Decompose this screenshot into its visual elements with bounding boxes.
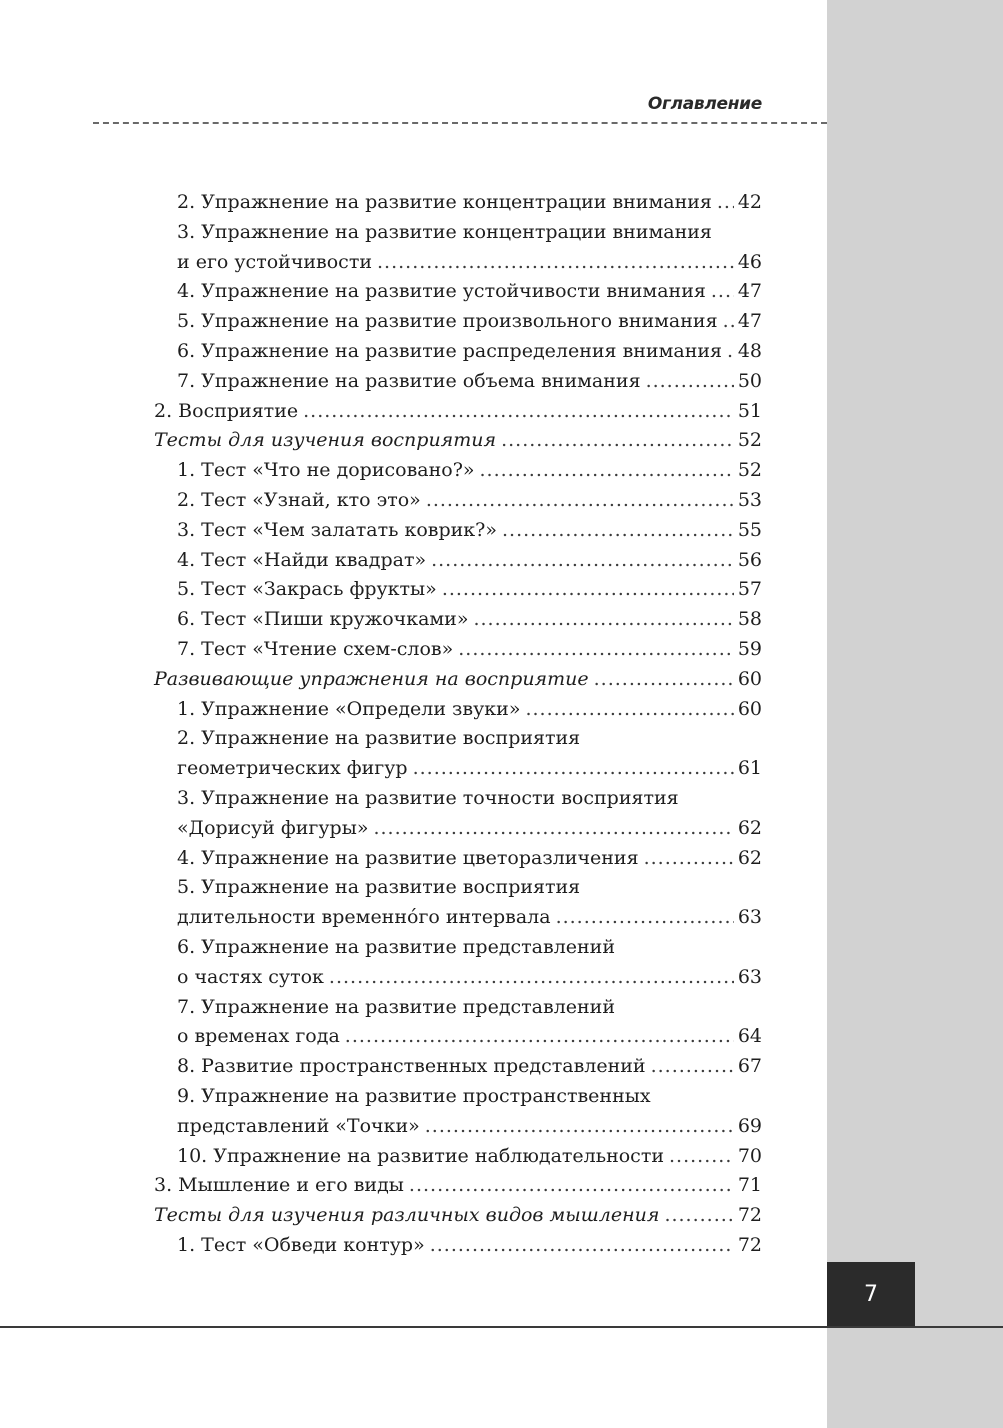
running-header-title: Оглавление — [647, 94, 762, 114]
toc-entry[interactable] — [154, 277, 762, 307]
toc-entry-row — [154, 665, 762, 695]
toc-entry-title: 5. Тест «Закрась фрукты» — [177, 578, 437, 601]
toc-dot-leader — [644, 844, 734, 874]
toc-entry[interactable] — [154, 635, 762, 665]
toc-entry[interactable] — [154, 307, 762, 337]
toc-entry-row — [177, 188, 762, 218]
toc-dot-leader — [664, 1201, 733, 1231]
toc-page-number: 47 — [737, 310, 762, 333]
toc-entry-row — [177, 516, 762, 546]
toc-dot-leader — [431, 546, 734, 576]
toc-page-number: 62 — [737, 816, 762, 839]
toc-page-number: 52 — [737, 459, 762, 482]
toc-entry-row — [177, 367, 762, 397]
toc-entry-line: 3. Упражнение на развитие концентрации внимания — [177, 220, 712, 243]
toc-entry-title: 2. Восприятие — [154, 399, 299, 422]
toc-entry-title: «Дорисуй фигуры» — [177, 816, 369, 839]
toc-dot-leader — [442, 575, 734, 605]
page-number: 7 — [864, 1281, 878, 1307]
side-band — [827, 0, 1003, 1428]
toc-page-number: 46 — [737, 250, 762, 273]
header-dashed-rule — [93, 122, 827, 124]
toc-entry-row — [177, 814, 762, 844]
toc-page-number: 64 — [737, 1025, 762, 1048]
toc-entry-row — [177, 903, 762, 933]
toc-entry-title: 8. Развитие пространственных представлений — [177, 1055, 646, 1078]
toc-dot-leader — [717, 188, 734, 218]
toc-entry[interactable] — [154, 933, 762, 993]
toc-entry-row — [177, 754, 762, 784]
toc-entry-title: 2. Тест «Узнай, кто это» — [177, 488, 421, 511]
toc-entry-row — [177, 605, 762, 635]
toc-entry-row — [177, 963, 762, 993]
toc-entry[interactable] — [154, 873, 762, 933]
toc-dot-leader — [409, 1171, 734, 1201]
toc-dot-leader — [373, 814, 733, 844]
toc-entry[interactable] — [154, 724, 762, 784]
toc-dot-leader — [727, 337, 734, 367]
toc-entry[interactable] — [154, 695, 762, 725]
toc-entry-title: 1. Упражнение «Определи звуки» — [177, 697, 521, 720]
toc-entry-row — [177, 277, 762, 307]
toc-entry-title: Развивающие упражнения на восприятие — [154, 667, 589, 690]
toc-entry-title: 1. Тест «Что не дорисовано?» — [177, 459, 475, 482]
toc-entry-title: 3. Тест «Чем залатать коврик?» — [177, 518, 497, 541]
page-number-box — [827, 1262, 915, 1326]
toc-page-number: 56 — [737, 548, 762, 571]
toc-entry-title: 7. Тест «Чтение схем-слов» — [177, 637, 454, 660]
toc-dot-leader — [430, 1231, 734, 1261]
toc-page-number: 52 — [737, 429, 762, 452]
toc-page-number: 51 — [737, 399, 762, 422]
toc-entry-row — [177, 248, 762, 278]
toc-entry-title: Тесты для изучения различных видов мышления — [154, 1204, 660, 1227]
toc-entry-row — [177, 635, 762, 665]
toc-entry[interactable] — [154, 784, 762, 844]
toc-entry[interactable] — [154, 516, 762, 546]
toc-dot-leader — [556, 903, 734, 933]
toc-entry-row — [177, 1022, 762, 1052]
toc-dot-leader — [646, 367, 734, 397]
toc-entry[interactable] — [154, 1171, 762, 1201]
toc-dot-leader — [377, 248, 734, 278]
toc-page-number: 62 — [737, 846, 762, 869]
toc-page-number: 57 — [737, 578, 762, 601]
toc-entry-row — [177, 1231, 762, 1261]
toc-page-number: 50 — [737, 369, 762, 392]
toc-dot-leader — [594, 665, 734, 695]
toc-entry-row — [177, 575, 762, 605]
toc-dot-leader — [345, 1022, 734, 1052]
toc-entry-title: 1. Тест «Обведи контур» — [177, 1233, 425, 1256]
toc-entry-row — [177, 307, 762, 337]
toc-page-number: 63 — [737, 965, 762, 988]
toc-page-number: 47 — [737, 280, 762, 303]
toc-entry-row — [177, 456, 762, 486]
toc-entry-line: 2. Упражнение на развитие восприятия — [177, 727, 581, 750]
toc-entry-row — [177, 486, 762, 516]
toc-entry-row — [177, 1142, 762, 1172]
toc-dot-leader — [458, 635, 734, 665]
toc-page-number: 70 — [737, 1144, 762, 1167]
toc-dot-leader — [723, 307, 734, 337]
toc-entry-title: геометрических фигур — [177, 757, 408, 780]
toc-page-number: 61 — [737, 757, 762, 780]
toc-entry[interactable] — [154, 188, 762, 218]
toc-entry[interactable] — [154, 426, 762, 456]
toc-entry-row — [177, 844, 762, 874]
toc-entry-row — [177, 1112, 762, 1142]
toc-entry-line: 7. Упражнение на развитие представлений — [177, 995, 616, 1018]
toc-entry-title: 4. Тест «Найди квадрат» — [177, 548, 427, 571]
toc-dot-leader — [711, 277, 734, 307]
toc-entry-title: 4. Упражнение на развитие устойчивости внимания — [177, 280, 706, 303]
toc-entry-title: 5. Упражнение на развитие произвольного внимания — [177, 310, 718, 333]
toc-entry[interactable] — [154, 844, 762, 874]
toc-entry-row — [177, 337, 762, 367]
toc-entry-title: 6. Упражнение на развитие распределения внимания — [177, 339, 723, 362]
toc-entry[interactable] — [154, 1201, 762, 1231]
toc-entry-title: о частях суток — [177, 965, 324, 988]
toc-page-number: 67 — [737, 1055, 762, 1078]
toc-entry-row — [154, 426, 762, 456]
toc-dot-leader — [651, 1052, 734, 1082]
toc-entry-title: 4. Упражнение на развитие цветоразличения — [177, 846, 639, 869]
toc-dot-leader — [502, 516, 734, 546]
table-of-contents — [154, 188, 762, 1261]
toc-entry-title: 10. Упражнение на развитие наблюдательности — [177, 1144, 664, 1167]
toc-entry-title: 7. Упражнение на развитие объема внимания — [177, 369, 641, 392]
toc-entry[interactable] — [154, 546, 762, 576]
toc-page-number: 63 — [737, 906, 762, 929]
toc-entry-title: Тесты для изучения восприятия — [154, 429, 497, 452]
toc-entry-row — [177, 546, 762, 576]
toc-dot-leader — [426, 486, 734, 516]
toc-entry[interactable] — [154, 486, 762, 516]
toc-entry[interactable] — [154, 456, 762, 486]
toc-dot-leader — [425, 1112, 734, 1142]
toc-entry-title: 2. Упражнение на развитие концентрации внимания — [177, 191, 712, 213]
toc-entry-line: 3. Упражнение на развитие точности восприятия — [177, 786, 679, 809]
toc-entry[interactable] — [154, 337, 762, 367]
toc-entry[interactable] — [154, 1142, 762, 1172]
toc-page-number: 53 — [737, 488, 762, 511]
toc-dot-leader — [413, 754, 734, 784]
toc-page-number: 58 — [737, 608, 762, 631]
toc-page-number: 55 — [737, 518, 762, 541]
toc-dot-leader — [525, 695, 733, 725]
toc-entry[interactable] — [154, 397, 762, 427]
toc-page-number: 72 — [737, 1204, 762, 1227]
toc-page-number: 48 — [737, 339, 762, 362]
toc-page-number: 60 — [737, 667, 762, 690]
toc-entry[interactable] — [154, 218, 762, 278]
toc-entry-title: о временах года — [177, 1025, 340, 1048]
footer-rule — [0, 1326, 1003, 1328]
toc-dot-leader — [480, 456, 734, 486]
toc-entry-line: 6. Упражнение на развитие представлений — [177, 935, 616, 958]
toc-page-number: 42 — [737, 191, 762, 213]
toc-entry-row — [154, 1201, 762, 1231]
toc-dot-leader — [303, 397, 734, 427]
toc-entry-title: 3. Мышление и его виды — [154, 1174, 404, 1197]
toc-dot-leader — [501, 426, 734, 456]
toc-entry[interactable] — [154, 575, 762, 605]
toc-entry[interactable] — [154, 993, 762, 1053]
toc-entry-line: 5. Упражнение на развитие восприятия — [177, 876, 581, 899]
toc-page-number: 72 — [737, 1233, 762, 1256]
toc-dot-leader — [329, 963, 734, 993]
toc-dot-leader — [473, 605, 733, 635]
toc-page-number: 71 — [737, 1174, 762, 1197]
toc-entry[interactable] — [154, 1231, 762, 1261]
toc-page-number: 69 — [737, 1114, 762, 1137]
toc-entry-row — [154, 1171, 762, 1201]
toc-entry-title: представлений «Точки» — [177, 1114, 420, 1137]
toc-dot-leader — [669, 1142, 734, 1172]
toc-entry-line: 9. Упражнение на развитие пространственных — [177, 1084, 651, 1107]
toc-page-number: 59 — [737, 637, 762, 660]
toc-entry-row — [177, 695, 762, 725]
toc-page-number: 60 — [737, 697, 762, 720]
toc-entry-title: длительности временно́го интервала — [177, 906, 551, 929]
toc-entry-row — [177, 1052, 762, 1082]
toc-entry[interactable] — [154, 1082, 762, 1142]
toc-entry[interactable] — [154, 665, 762, 695]
toc-entry[interactable] — [154, 367, 762, 397]
toc-entry-row — [154, 397, 762, 427]
toc-entry-title: 6. Тест «Пиши кружочками» — [177, 608, 469, 631]
toc-entry-title: и его устойчивости — [177, 250, 372, 273]
toc-entry[interactable] — [154, 605, 762, 635]
toc-entry[interactable] — [154, 1052, 762, 1082]
